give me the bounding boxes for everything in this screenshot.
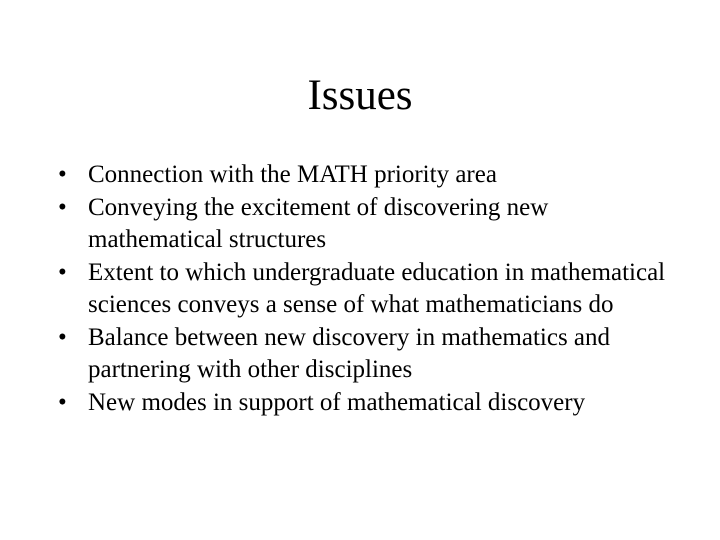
bullet-icon: • [58, 193, 67, 221]
bullet-item [54, 322, 674, 387]
bullet-icon: • [58, 323, 67, 351]
bullet-text: Connection with the MATH priority area [88, 161, 497, 188]
bullet-item [54, 192, 674, 257]
bullet-icon: • [58, 388, 67, 416]
bullet-item [54, 387, 674, 420]
bullet-item [54, 257, 674, 322]
bullet-list [54, 159, 674, 419]
bullet-icon: • [58, 258, 67, 286]
bullet-item [54, 159, 674, 192]
bullet-text: Extent to which undergraduate education in mathematical sciences conveys a sense of what mathematicians do [88, 258, 666, 318]
bullet-text: Balance between new discovery in mathematics and partnering with other disciplines [88, 323, 611, 383]
bullet-icon: • [58, 161, 67, 188]
bullet-text: New modes in support of mathematical discovery [88, 388, 586, 416]
bullet-text: Conveying the excitement of discovering new mathematical structures [88, 193, 549, 253]
slide-title: Issues [307, 72, 413, 119]
